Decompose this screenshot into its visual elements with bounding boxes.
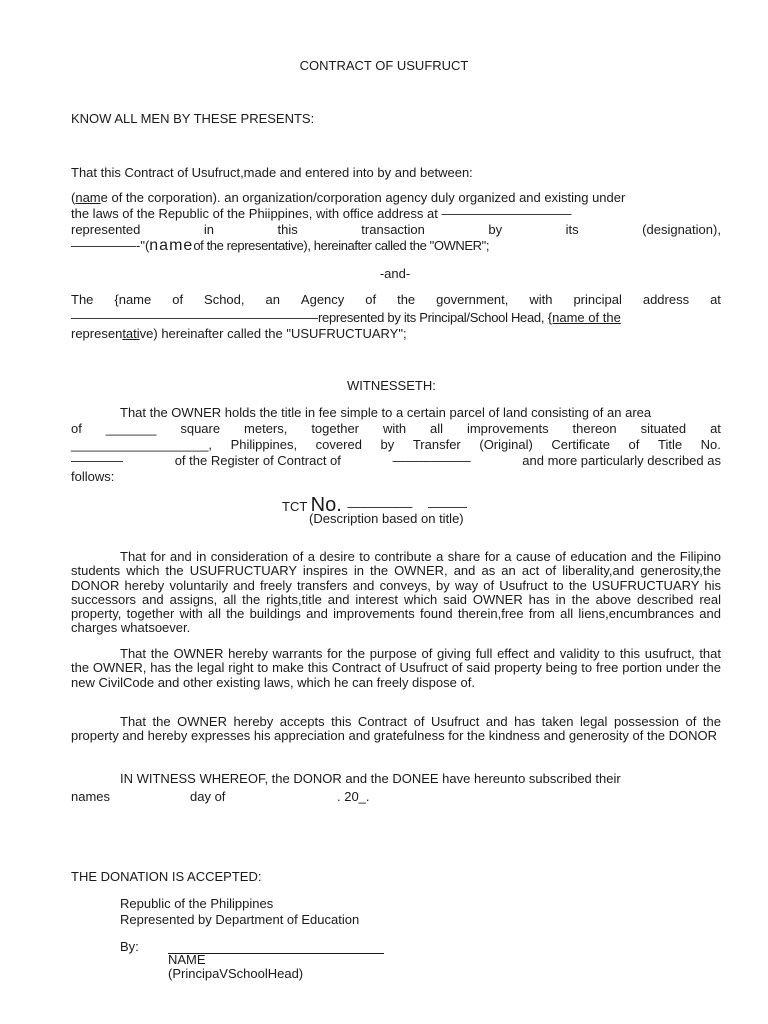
witness-names: names: [71, 789, 111, 804]
p1-line-5: [71, 469, 721, 485]
word: No.: [700, 437, 721, 452]
usu-line-3-underlined: tati: [122, 326, 140, 341]
word: by: [488, 222, 503, 237]
represented-line: Represented by Department of Education: [120, 912, 360, 927]
word: with: [529, 292, 553, 307]
witness-year: . 20_.: [337, 789, 370, 804]
p1-line-3: [71, 437, 721, 453]
usu-dash: ———————————————————: [71, 310, 318, 325]
owner-line-4-text: of the representative), hereinafter called the "OWNER";: [193, 238, 490, 253]
owner-line-3: [71, 222, 721, 238]
usu-line-1: [71, 292, 721, 308]
tct-blank-2: ———: [428, 499, 468, 514]
word: address: [642, 292, 690, 307]
word: the: [397, 292, 416, 307]
p1-line-1: [71, 405, 721, 421]
owner-line-2-text: the laws of the Republic of the Phiippines, with office address at ——————————: [71, 206, 572, 221]
owner-paragraph: [71, 190, 721, 254]
usufructuary-paragraph: [71, 292, 721, 342]
word: Schod,: [204, 292, 245, 307]
word: covered: [315, 437, 362, 452]
word: of: [628, 437, 640, 452]
title-no-blank: ————: [71, 453, 123, 468]
warranty-paragraph: That the OWNER hereby warrants for the purpose of giving full effect and validity to this usufruct, that the OWNER, has the legal right to make this Contract of Usufruct of said property being to free portion under the new CivilCode and other existing laws, which he can freely dispose of.: [71, 646, 721, 690]
p1-line-2: [71, 421, 721, 437]
republic-line: Republic of the Philippines: [120, 896, 274, 911]
intro-line: That this Contract of Usufruct,made and entered into by and between:: [71, 165, 473, 180]
owner-paren: (: [71, 190, 76, 205]
owner-rep-name: name: [149, 237, 194, 254]
word: government,: [436, 292, 509, 307]
word: Transfer: [412, 437, 461, 452]
document-title: CONTRACT OF USUFRUCT: [299, 58, 469, 73]
consideration-paragraph: That for and in consideration of a desire to contribute a share for a cause of education and the Filipino students which the USUFRUCTUARY inspires in the OWNER, and as an act of liberality,and generosity,the DONOR hereby voluntarily and freely transfers and conveys, by way of Usufruct to the USUFRUCTUARY his successors and assigns, all the rights,title and interest which said OWNER has in the above described real property, together with all the buildings and improvements found therein,free from all liens,encumbrances and charges whatsoever.: [71, 549, 721, 636]
owner-dash: —————-"(: [71, 238, 150, 253]
acceptance-paragraph: That the OWNER hereby accepts this Contract of Usufruct and has taken legal possession of the property and hereby expresses his appreciation and gratefulness for the kindness and generosity of the DONOR: [71, 714, 721, 744]
owner-line-1: [71, 190, 721, 206]
word: Agency: [300, 292, 345, 307]
word: transaction: [361, 222, 425, 237]
designation-label: (designation),: [642, 222, 721, 237]
location-blank: ___________________,: [71, 437, 212, 452]
usu-line-3: [71, 326, 721, 342]
word: Philippines,: [230, 437, 298, 452]
word: improvements: [466, 421, 549, 436]
usu-line-2: [71, 310, 721, 326]
owner-line-1-text: e of the corporation). an organization/corporation agency duly organized and existing under: [100, 190, 626, 205]
tct-description: (Description based on title): [309, 511, 464, 526]
and-separator: -and-: [379, 266, 411, 281]
word: all: [430, 421, 444, 436]
word: Certificate: [551, 437, 610, 452]
word: (Original): [479, 437, 533, 452]
p1-line-4: [71, 453, 721, 469]
tct-no: No.: [310, 494, 342, 516]
word: at: [710, 421, 721, 436]
word: this: [277, 222, 298, 237]
p1-line-5-text: follows:: [71, 469, 115, 484]
word: in: [203, 222, 215, 237]
know-all-heading: KNOW ALL MEN BY THESE PRESENTS:: [71, 111, 315, 126]
register-blank: ——————: [392, 453, 471, 468]
p1-line-4-text: of the Register of Contract of: [174, 453, 341, 468]
donation-accepted-heading: THE DONATION IS ACCEPTED:: [71, 869, 262, 884]
word: of: [172, 292, 184, 307]
witnesseth-heading: WITNESSETH:: [347, 378, 436, 393]
word: represented: [71, 222, 141, 237]
usu-line-3-a: represen: [71, 326, 123, 341]
tct-blank-1: —————: [347, 499, 413, 514]
word: by: [380, 437, 395, 452]
owner-line-2: [71, 206, 721, 222]
word: together: [311, 421, 360, 436]
word: at: [710, 292, 721, 307]
usu-line-2-text: represented by its Principal/School Head,: [318, 310, 545, 325]
p1-line-1-text: That the OWNER holds the title in fee simple to a certain parcel of land consisting of an area: [120, 405, 652, 420]
signatory-role: (PrincipaVSchoolHead): [168, 966, 304, 981]
tct-prefix: TCT: [282, 499, 308, 514]
word: The: [71, 292, 94, 307]
usu-line-3-c: ve) hereinafter called the "USUFRUCTUARY";: [139, 326, 407, 341]
witness-day-of: day of: [190, 789, 226, 804]
signatory-name: NAME: [168, 952, 206, 967]
by-label: By:: [120, 939, 139, 954]
word: meters,: [244, 421, 288, 436]
word: square: [180, 421, 221, 436]
word: of: [71, 421, 82, 436]
owner-name-underlined: nam: [75, 190, 101, 205]
word: thereon: [572, 421, 617, 436]
word: Title: [657, 437, 683, 452]
witness-line: IN WITNESS WHEREOF, the DONOR and the DONEE have hereunto subscribed their: [120, 771, 621, 786]
word: situated: [640, 421, 687, 436]
owner-line-4: [71, 238, 721, 254]
word: of: [365, 292, 377, 307]
word: an: [265, 292, 280, 307]
area-blank: _______: [105, 421, 157, 436]
word: principal: [573, 292, 622, 307]
title-paragraph: [71, 405, 721, 485]
word: with: [382, 421, 407, 436]
word: its: [565, 222, 579, 237]
p1-line-4-tail: and more particularly described as: [522, 453, 721, 468]
usu-rep-name: {name of the: [547, 310, 621, 325]
word: {name: [114, 292, 152, 307]
